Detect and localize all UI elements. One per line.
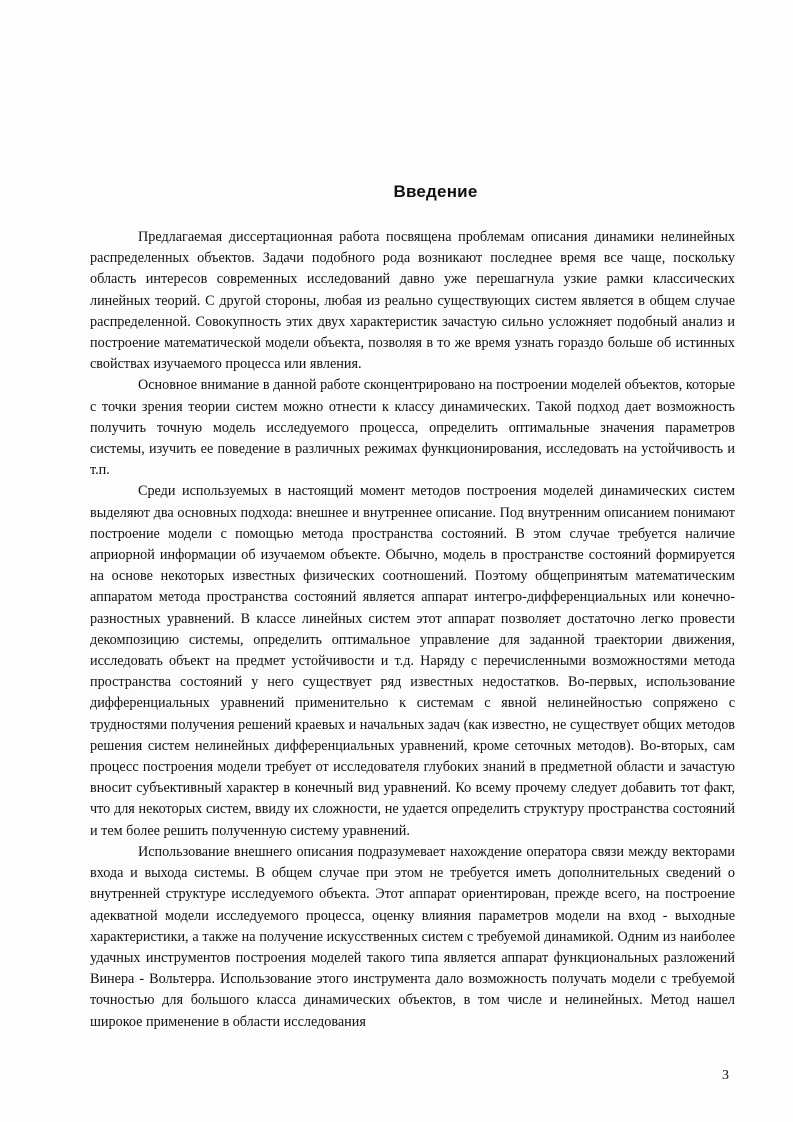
body-text: [90, 227, 735, 1033]
paragraph: Среди используемых в настоящий момент методов построения моделей динамических систем выделяют два основных подхода: внешнее и внутреннее описание. Под внутренним описанием понимают построение модели с помощью метода пространства состояний. В этом случае требуется наличие априорной информации об изучаемом объекте. Обычно, модель в пространстве состояний формируется на основе некоторых известных физических соотношений. Поэтому общепринятым математическим аппаратом метода пространства состояний является аппарат интегро-дифференциальных или конечно-разностных уравнений. В классе линейных систем этот аппарат позволяет достаточно легко провести декомпозицию системы, определить оптимальное управление для заданной траектории движения, исследовать объект на предмет устойчивости и т.д. Наряду с перечисленными возможностями метода пространства состояний у него существует ряд известных недостатков. Во-первых, использование дифференциальных уравнений применительно к системам с явной нелинейностью сопряжено с трудностями получения решений краевых и начальных задач (как известно, не существует общих методов решения систем нелинейных дифференциальных уравнений, кроме сеточных методов). Во-вторых, сам процесс построения модели требует от исследователя глубоких знаний в предметной области и зачастую вносит субъективный характер в конечный вид уравнений. Ко всему прочему следует добавить тот факт, что для некоторых систем, ввиду их сложности, не удается определить структуру пространства состояний и тем более решить полученную систему уравнений.: [90, 483, 735, 839]
paragraph: Основное внимание в данной работе сконцентрировано на построении моделей объектов, которые с точки зрения теории систем можно отнести к классу динамических. Такой подход дает возможность получить точную модель исследуемого процесса, определить оптимальные значения параметров системы, изучить ее поведение в различных режимах функционирования, исследовать на устойчивость и т.п.: [90, 377, 735, 479]
paragraph: Предлагаемая диссертационная работа посвящена проблемам описания динамики нелинейных распределенных объектов. Задачи подобного рода возникают последнее время все чаще, поскольку область интересов современных исследований давно уже перешагнула узкие рамки классических линейных теорий. С другой стороны, любая из реально существующих систем является в общем случае распределенной. Совокупность этих двух характеристик зачастую сильно усложняет подобный анализ и построение математической модели объекта, позволяя в то же время узнать гораздо больше об истинных свойствах изучаемого процесса или явления.: [90, 229, 735, 373]
page-number: 3: [722, 1068, 729, 1083]
page-title: Введение: [393, 182, 478, 201]
paragraph: Использование внешнего описания подразумевает нахождение оператора связи между векторами входа и выхода системы. В общем случае при этом не требуется иметь дополнительных сведений о внутренней структуре исследуемого объекта. Этот аппарат ориентирован, прежде всего, на построение адекватной модели исследуемого процесса, оценку влияния параметров модели на вход - выходные характеристики, а также на получение искусственных систем с требуемой динамикой. Одним из наиболее удачных инструментов построения моделей такого типа является аппарат функциональных разложений Винера - Вольтерра. Использование этого инструмента дало возможность получать модели с требуемой точностью для большого класса динамических объектов, в том числе и нелинейных. Метод нашел широкое применение в области исследования: [90, 843, 735, 1030]
